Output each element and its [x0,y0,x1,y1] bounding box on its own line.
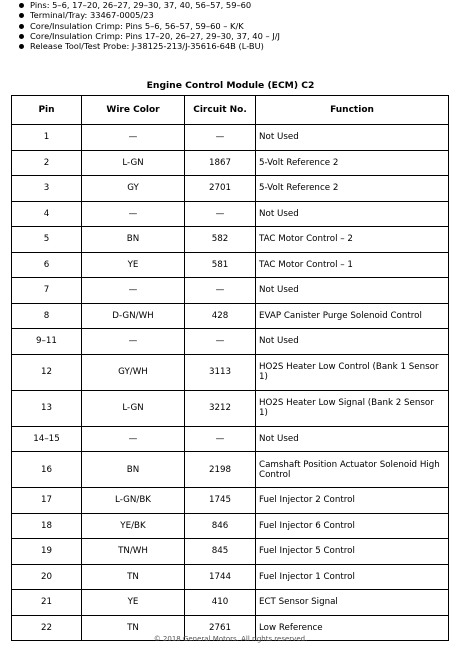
bullet-pins: Pins: 5–6, 17–20, 26–27, 29–30, 37, 40, 56–57, 59–60 [30,0,280,10]
pin-cell: 8 [12,303,82,329]
circuit-cell: 410 [185,590,256,616]
pin-cell: 6 [12,252,82,278]
table-row [12,426,449,452]
header-pin: Pin [12,96,82,125]
function-cell: TAC Motor Control – 1 [256,252,449,278]
circuit-cell: 3113 [185,354,256,390]
wire-color-cell: L-GN/BK [82,488,185,514]
pin-cell: 21 [12,590,82,616]
wire-color-cell: — [82,125,185,151]
circuit-cell: 2198 [185,452,256,488]
pin-cell: 5 [12,227,82,253]
pin-cell: 7 [12,278,82,304]
header-function: Function [256,96,449,125]
pin-cell: 2 [12,150,82,176]
pin-cell: 17 [12,488,82,514]
table-row [12,539,449,565]
table-row [12,590,449,616]
wire-color-cell: YE [82,590,185,616]
circuit-cell: 582 [185,227,256,253]
pin-cell: 4 [12,201,82,227]
copyright-footer: © 2018 General Motors. All rights reserved. [153,635,308,643]
table-row [12,513,449,539]
circuit-cell: 846 [185,513,256,539]
table-row [12,150,449,176]
pin-cell: 20 [12,564,82,590]
function-cell: ECT Sensor Signal [256,590,449,616]
wire-color-cell: TN/WH [82,539,185,565]
wire-color-cell: — [82,278,185,304]
function-cell: Not Used [256,426,449,452]
wire-color-cell: BN [82,452,185,488]
pin-cell: 14–15 [12,426,82,452]
table-row [12,278,449,304]
wire-color-cell: — [82,426,185,452]
function-cell: Fuel Injector 1 Control [256,564,449,590]
table-row [12,252,449,278]
header-circuit-no: Circuit No. [185,96,256,125]
function-cell: Not Used [256,329,449,355]
pinout-table [11,95,449,641]
table-row [12,452,449,488]
pin-cell: 18 [12,513,82,539]
function-cell: Fuel Injector 5 Control [256,539,449,565]
table-title: Engine Control Module (ECM) C2 [146,80,315,91]
wire-color-cell: TN [82,564,185,590]
function-cell: HO2S Heater Low Signal (Bank 2 Sensor 1) [256,390,449,426]
function-cell: HO2S Heater Low Control (Bank 1 Sensor 1) [256,354,449,390]
table-row [12,227,449,253]
bullet-crimp-jj: Core/Insulation Crimp: Pins 17–20, 26–27, 29–30, 37, 40 – J/J [30,30,280,41]
pin-cell: 3 [12,176,82,202]
function-cell: Camshaft Position Actuator Solenoid High Control [256,452,449,488]
circuit-cell: — [185,125,256,151]
table-row [12,564,449,590]
wire-color-cell: YE [82,252,185,278]
circuit-cell: 2701 [185,176,256,202]
circuit-cell: — [185,329,256,355]
wire-color-cell: BN [82,227,185,253]
circuit-cell: 3212 [185,390,256,426]
bullet-terminal-tray: Terminal/Tray: 33467-0005/23 [30,10,280,20]
circuit-cell: — [185,426,256,452]
pin-cell: 22 [12,615,82,641]
circuit-cell: 428 [185,303,256,329]
wire-color-cell: GY [82,176,185,202]
table-row [12,176,449,202]
function-cell: EVAP Canister Purge Solenoid Control [256,303,449,329]
function-cell: Fuel Injector 2 Control [256,488,449,514]
wire-color-cell: YE/BK [82,513,185,539]
connector-info-list [30,0,280,51]
function-cell: 5-Volt Reference 2 [256,150,449,176]
wire-color-cell: — [82,201,185,227]
circuit-cell: 1745 [185,488,256,514]
circuit-cell: 1744 [185,564,256,590]
bullet-release-tool: Release Tool/Test Probe: J-38125-213/J-35616-64B (L-BU) [30,41,280,51]
pin-cell: 12 [12,354,82,390]
function-cell: 5-Volt Reference 2 [256,176,449,202]
table-header-row [12,96,449,125]
circuit-cell: 1867 [185,150,256,176]
header-wire-color: Wire Color [82,96,185,125]
circuit-cell: 2761 [185,615,256,641]
wire-color-cell: TN [82,615,185,641]
table-row [12,201,449,227]
circuit-cell: — [185,278,256,304]
wire-color-cell: L-GN [82,390,185,426]
wire-color-cell: — [82,329,185,355]
pin-cell: 9–11 [12,329,82,355]
circuit-cell: — [185,201,256,227]
function-cell: Not Used [256,201,449,227]
pin-cell: 13 [12,390,82,426]
table-row [12,303,449,329]
function-cell: Not Used [256,278,449,304]
function-cell: TAC Motor Control – 2 [256,227,449,253]
table-row [12,390,449,426]
wire-color-cell: L-GN [82,150,185,176]
pin-cell: 19 [12,539,82,565]
wire-color-cell: GY/WH [82,354,185,390]
pin-cell: 1 [12,125,82,151]
table-row [12,125,449,151]
function-cell: Low Reference [256,615,449,641]
table-row [12,354,449,390]
circuit-cell: 581 [185,252,256,278]
wire-color-cell: D-GN/WH [82,303,185,329]
table-row [12,488,449,514]
table-row [12,329,449,355]
bullet-crimp-kk: Core/Insulation Crimp: Pins 5–6, 56–57, 59–60 – K/K [30,21,280,31]
function-cell: Not Used [256,125,449,151]
function-cell: Fuel Injector 6 Control [256,513,449,539]
pin-cell: 16 [12,452,82,488]
circuit-cell: 845 [185,539,256,565]
